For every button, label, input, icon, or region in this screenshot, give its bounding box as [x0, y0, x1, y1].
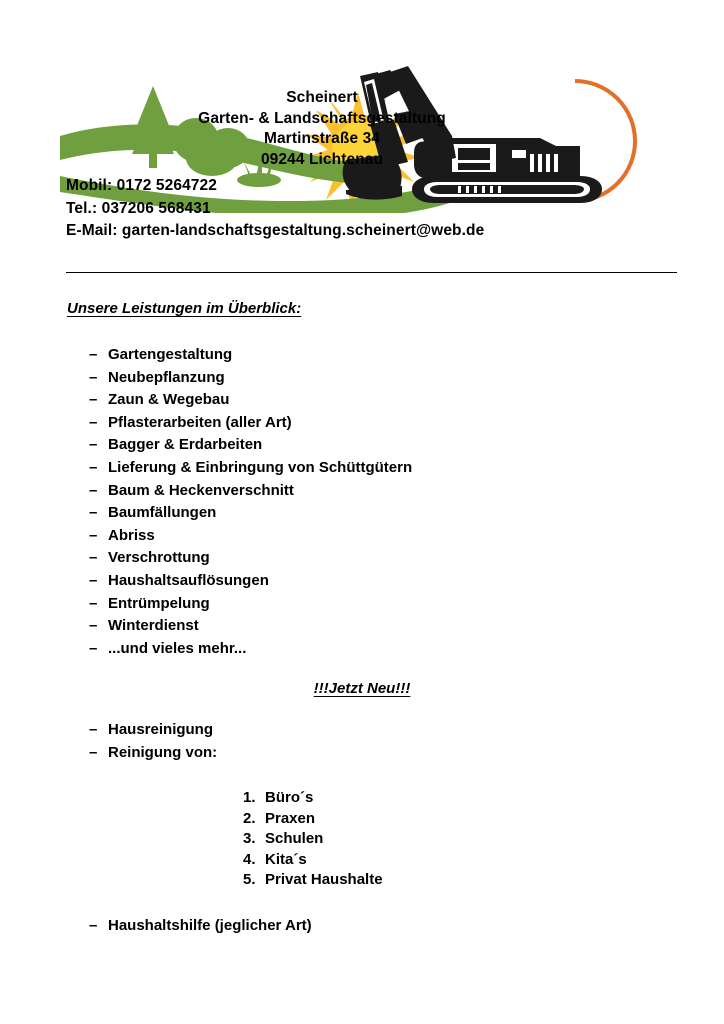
dash-bullet: – [89, 743, 98, 761]
list-item-number: 5. [243, 871, 256, 889]
list-item [243, 809, 383, 830]
dash-bullet: – [89, 526, 98, 544]
dash-bullet: – [89, 721, 98, 738]
list-item-label: Zaun & Wegebau [108, 391, 230, 409]
cleaning-targets-list [243, 788, 383, 891]
dash-bullet: – [89, 391, 98, 409]
list-item [89, 719, 217, 742]
list-item-label: Entrümpelung [108, 594, 210, 612]
dash-bullet: – [89, 549, 98, 567]
list-item-label: Schulen [265, 830, 324, 848]
dash-bullet: – [89, 458, 98, 476]
cleaning-list [89, 719, 217, 764]
letterhead [0, 0, 724, 250]
dash-bullet: – [89, 413, 98, 431]
list-item-label: ...und vieles mehr... [108, 639, 247, 657]
list-item-label: Haushaltsauflösungen [108, 571, 269, 589]
dash-bullet: – [89, 594, 98, 612]
services-list [89, 344, 412, 660]
list-item-label: Praxen [265, 809, 316, 827]
list-item-label: Baum & Heckenverschnitt [108, 481, 294, 499]
list-item-label: Reinigung von: [108, 743, 218, 761]
list-item-number: 3. [243, 830, 256, 848]
contact-email: E-Mail: garten-landschaftsgestaltung.scheinert@web.de [66, 222, 485, 239]
list-item [89, 742, 217, 765]
dash-bullet: – [89, 617, 98, 635]
list-item-label: Kita´s [265, 850, 307, 868]
dash-bullet: – [89, 917, 98, 934]
list-item [89, 457, 412, 480]
dash-bullet: – [89, 571, 98, 589]
company-trade: Garten- & Landschaftsgestaltung [198, 109, 446, 127]
list-item-number: 2. [243, 809, 256, 827]
list-item [243, 829, 383, 850]
list-item-label: Abriss [108, 526, 155, 544]
extra-services-list [89, 915, 312, 938]
company-street: Martinstraße 34 [263, 130, 381, 147]
list-item [243, 788, 383, 809]
list-item-label: Pflasterarbeiten (aller Art) [108, 413, 292, 431]
dash-bullet: – [89, 436, 98, 454]
contact-block [66, 175, 686, 243]
header-divider-rule [66, 272, 677, 273]
list-item [89, 915, 312, 938]
dash-bullet: – [89, 504, 98, 522]
contact-mobile: Mobil: 0172 5264722 [66, 177, 217, 194]
list-item [89, 638, 412, 661]
list-item [243, 870, 383, 891]
list-item [89, 367, 412, 390]
contact-phone: Tel.: 037206 568431 [66, 199, 211, 217]
dash-bullet: – [89, 368, 98, 386]
list-item [89, 389, 412, 412]
company-name: Scheinert [286, 89, 358, 106]
list-item-number: 4. [243, 850, 256, 868]
dash-bullet: – [89, 346, 98, 363]
list-item [89, 502, 412, 525]
list-item [243, 850, 383, 871]
dash-bullet: – [89, 639, 98, 657]
list-item [89, 570, 412, 593]
list-item-label: Neubepflanzung [108, 368, 225, 386]
dash-bullet: – [89, 481, 98, 499]
list-item [89, 525, 412, 548]
list-item [89, 480, 412, 503]
list-item-label: Bagger & Erdarbeiten [108, 436, 263, 454]
list-item-label: Winterdienst [108, 617, 199, 635]
list-item-label: Haushaltshilfe (jeglicher Art) [108, 917, 312, 934]
list-item [89, 615, 412, 638]
list-item [89, 412, 412, 435]
company-city: 09244 Lichtenau [260, 150, 384, 168]
company-address-block [66, 88, 578, 170]
list-item-label: Verschrottung [108, 549, 210, 567]
list-item-number: 1. [243, 789, 256, 806]
list-item-label: Hausreinigung [108, 721, 214, 738]
heading-services: Unsere Leistungen im Überblick: [67, 300, 302, 317]
list-item [89, 344, 412, 367]
list-item-label: Baumfällungen [108, 504, 217, 522]
list-item [89, 434, 412, 457]
list-item-label: Büro´s [265, 789, 314, 806]
heading-new-services-label: !!!Jetzt Neu!!! [313, 680, 411, 697]
list-item [89, 547, 412, 570]
list-item-label: Privat Haushalte [265, 871, 383, 889]
list-item [89, 593, 412, 616]
heading-new-services [0, 680, 724, 697]
list-item-label: Gartengestaltung [108, 346, 233, 363]
list-item-label: Lieferung & Einbringung von Schüttgütern [108, 458, 413, 476]
